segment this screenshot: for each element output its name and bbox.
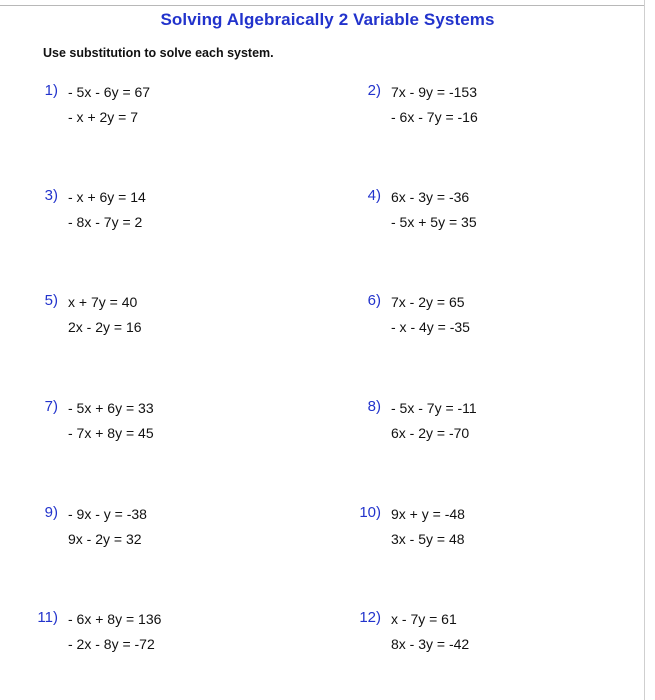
problem-12 — [359, 609, 651, 669]
problem-number: 9) — [44, 504, 58, 521]
equation-1: - 6x + 8y = 136 — [68, 611, 162, 627]
problem-11 — [37, 609, 328, 669]
equation-2: - 6x - 7y = -16 — [391, 109, 478, 125]
problem-number: 10) — [359, 504, 381, 521]
problem-number: 11) — [37, 609, 58, 626]
problem-8 — [367, 398, 651, 458]
equation-2: - x + 2y = 7 — [68, 109, 139, 125]
equation-2: 3x - 5y = 48 — [391, 531, 465, 547]
equation-1: 6x - 3y = -36 — [391, 189, 470, 205]
equation-2: 8x - 3y = -42 — [391, 636, 470, 652]
problem-number: 12) — [359, 609, 381, 626]
equation-1: - 5x + 6y = 33 — [68, 400, 154, 416]
equation-2: 2x - 2y = 16 — [68, 319, 142, 335]
problem-number: 7) — [44, 398, 58, 415]
problem-1 — [44, 82, 328, 142]
problem-number: 4) — [367, 187, 381, 204]
equation-1: - 5x - 7y = -11 — [391, 400, 477, 416]
problem-number: 6) — [367, 292, 381, 309]
problem-5 — [44, 292, 328, 352]
equation-2: - 8x - 7y = 2 — [68, 214, 143, 230]
equation-1: 7x - 9y = -153 — [391, 84, 477, 100]
problem-4 — [367, 187, 651, 247]
equation-2: - 5x + 5y = 35 — [391, 214, 477, 230]
problem-number: 3) — [44, 187, 58, 204]
top-rule — [0, 5, 644, 6]
equation-1: x - 7y = 61 — [391, 611, 457, 627]
equation-2: 9x - 2y = 32 — [68, 531, 142, 547]
problem-6 — [367, 292, 651, 352]
page-title: Solving Algebraically 2 Variable Systems — [160, 10, 495, 29]
equation-1: - x + 6y = 14 — [68, 189, 146, 205]
equation-2: - 7x + 8y = 45 — [68, 425, 154, 441]
problem-2 — [367, 82, 651, 142]
equation-1: - 9x - y = -38 — [68, 506, 147, 522]
equation-1: 7x - 2y = 65 — [391, 294, 465, 310]
problem-number: 1) — [44, 82, 58, 99]
problem-9 — [44, 504, 328, 564]
problem-number: 5) — [44, 292, 58, 309]
problem-7 — [44, 398, 328, 458]
problem-3 — [44, 187, 328, 247]
problem-10 — [359, 504, 651, 564]
equation-2: - 2x - 8y = -72 — [68, 636, 155, 652]
equation-1: x + 7y = 40 — [68, 294, 138, 310]
problem-number: 2) — [367, 82, 381, 99]
equation-2: - x - 4y = -35 — [391, 319, 470, 335]
equation-1: 9x + y = -48 — [391, 506, 465, 522]
instructions: Use substitution to solve each system. — [43, 46, 274, 60]
problem-number: 8) — [367, 398, 381, 415]
equation-2: 6x - 2y = -70 — [391, 425, 470, 441]
equation-1: - 5x - 6y = 67 — [68, 84, 151, 100]
